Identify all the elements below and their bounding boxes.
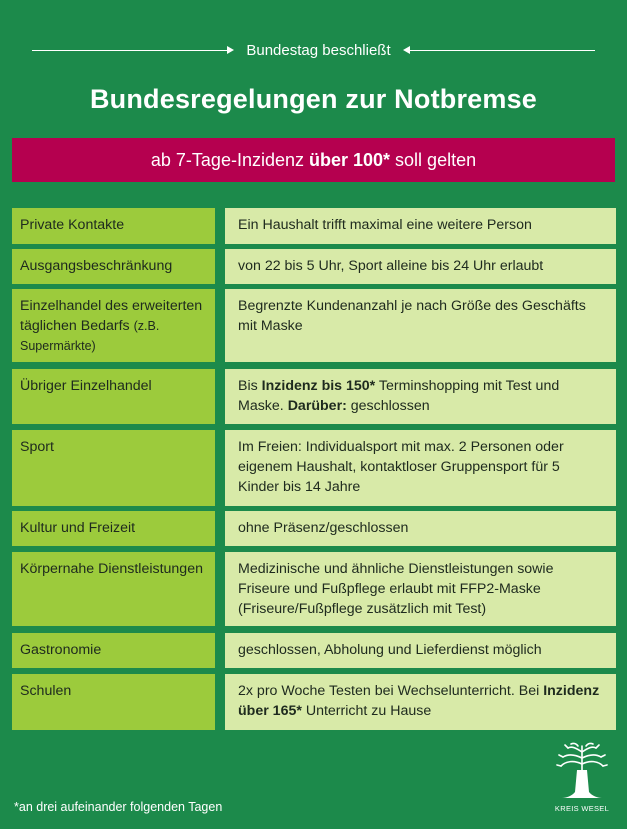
text-part: Unterricht zu Hause [305,703,432,719]
row-text: ohne Präsenz/geschlossen [225,511,616,546]
banner-pre: ab 7-Tage-Inzidenz [150,149,304,170]
table-row-private-kontakte [12,208,616,244]
text-part: geschlossen [350,398,430,414]
text-bold: Inzidenz bis 150* [261,378,376,394]
row-text: Im Freien: Individualsport mit max. 2 Personen oder eigenem Haushalt, kontaktloser Gruppensport für 5 Kinder bis 14 Jahre [225,430,616,506]
row-label: Kultur und Freizeit [12,511,215,546]
arrow-left-line [405,50,595,51]
text-bold: Inzidenz über 165* [238,683,600,719]
table-row-ausgangsbeschraenkung [12,249,616,284]
logo-text: KREIS WESEL [554,804,610,813]
banner-post: soll gelten [395,149,477,170]
table-row-gastronomie [12,633,616,668]
row-text: von 22 bis 5 Uhr, Sport alleine bis 24 Uhr erlaubt [225,249,616,284]
row-label: Übriger Einzelhandel [12,369,215,424]
incidence-banner [12,138,615,182]
table-row-einzelhandel [12,289,616,362]
kicker [0,38,627,62]
table-row-uebriger-einzelhandel [12,369,616,424]
table-row-sport [12,430,616,506]
row-label: Ausgangsbeschränkung [12,249,215,284]
text-part: Bis [238,378,258,394]
row-label-small: (z.B. Supermärkte) [20,319,160,353]
text-part: Terminshopping mit Test und Maske. [238,378,560,414]
table-row-schulen [12,674,616,730]
kicker-text: Bundestag beschließt [246,41,391,59]
row-text: Medizinische und ähnliche Dienstleistungen sowie Friseure und Fußpflege erlaubt mit FFP2-Maske (Friseure/Fußpflege zusätzlich mit Test) [225,552,616,626]
text-bold: Darüber: [287,398,347,414]
row-label: Körpernahe Dienstleistungen [12,552,215,626]
row-text: geschlossen, Abholung und Lieferdienst möglich [225,633,616,668]
page-title: Bundesregelungen zur Notbremse [89,84,538,114]
row-text: Begrenzte Kundenanzahl je nach Größe des Geschäfts mit Maske [225,289,616,362]
table-row-kultur-freizeit [12,511,616,546]
row-text [225,674,616,730]
row-label: Gastronomie [12,633,215,668]
kreis-wesel-logo [548,740,616,818]
text-part: 2x pro Woche Testen bei Wechselunterricht. Bei [238,683,540,699]
row-label-main: Einzelhandel des erweiterten täglichen Bedarfs [20,298,203,334]
row-label: Private Kontakte [12,208,215,244]
table-row-koerpernahe-dienstleistungen [12,552,616,626]
banner-bold: über 100* [309,149,391,170]
row-label [12,289,215,362]
footnote: *an drei aufeinander folgenden Tagen [14,800,223,814]
row-text [225,369,616,424]
tree-icon [548,740,616,804]
row-text: Ein Haushalt trifft maximal eine weitere Person [225,208,616,244]
row-label: Schulen [12,674,215,730]
arrow-right-line [32,50,232,51]
row-label: Sport [12,430,215,506]
